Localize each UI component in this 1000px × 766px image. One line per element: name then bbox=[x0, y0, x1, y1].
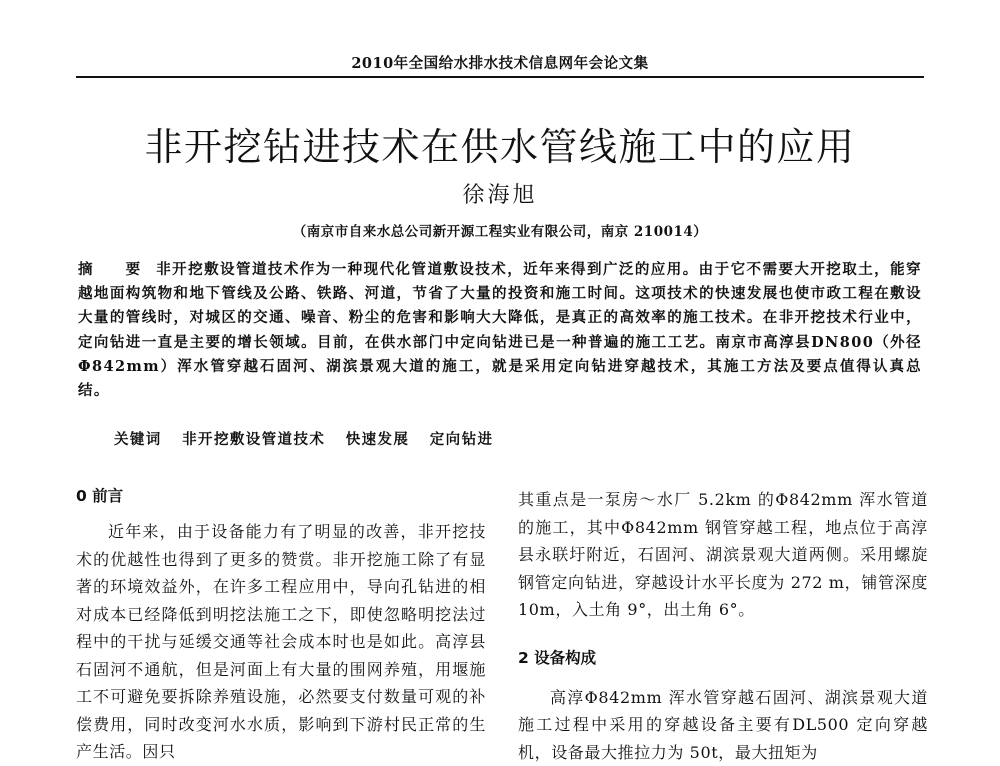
equipment-paragraph: 高淳Φ842mm 浑水管穿越石固河、湖滨景观大道施工过程中采用的穿越设备主要有DL500 定向穿越机，设备最大推拉力为 50t，最大扭矩为 bbox=[518, 684, 928, 766]
affiliation: （南京市自来水总公司新开源工程实业有限公司，南京 210014） bbox=[140, 220, 860, 240]
preface-paragraph: 近年来，由于设备能力有了明显的改善，非开挖技术的优越性也得到了更多的赞赏。非开挖施工除了有显著的环境效益外，在许多工程应用中，导向孔钻进的相对成本已经降低到明挖法施工之下，即使忽略明挖法过程中的干扰与延缓交通等社会成本时也是如此。高淳县石固河不通航，但是河面上有大量的围网养殖，用堰施工不可避免要拆除养殖设施，必然要支付数量可观的补偿费用，同时改变河水水质，影响到下游村民正常的生产生活。因只 bbox=[76, 518, 486, 766]
abstract bbox=[78, 258, 922, 403]
paper-title: 非开挖钻进技术在供水管线施工中的应用 bbox=[76, 116, 924, 171]
keyword: 非开挖敷设管道技术 bbox=[182, 431, 325, 448]
keywords-label: 关键词 bbox=[114, 431, 162, 448]
keyword: 快速发展 bbox=[346, 431, 410, 448]
author: 徐海旭 bbox=[76, 178, 924, 209]
continued-paragraph: 其重点是一泵房～水厂 5.2km 的Φ842mm 浑水管道的施工，其中Φ842mm 钢管穿越工程，地点位于高淳县永联圩附近，石固河、湖滨景观大道两侧。采用螺旋钢管定向钻进，穿越设计水平长度为 272 m，铺管深度 10m，入土角 9°，出土角 6°。 bbox=[518, 486, 928, 624]
left-column bbox=[76, 484, 486, 766]
abstract-text: 非开挖敷设管道技术作为一种现代化管道敷设技术，近年来得到广泛的应用。由于它不需要大开挖取土，能穿越地面构筑物和地下管线及公路、铁路、河道，节省了大量的投资和施工时间。这项技术的快速发展也使市政工程在敷设大量的管线时，对城区的交通、噪音、粉尘的危害和影响大大降低，是真正的高效率的施工技术。在非开挖技术行业中，定向钻进一直是主要的增长领域。目前，在供水部门中定向钻进已是一种普遍的施工工艺。南京市高淳县DN800（外径Φ842mm）浑水管穿越石固河、湖滨景观大道的施工，就是采用定向钻进穿越技术，其施工方法及要点值得认真总结。 bbox=[78, 261, 922, 399]
header-rule bbox=[76, 76, 924, 78]
right-column bbox=[518, 486, 928, 766]
keywords bbox=[114, 428, 914, 449]
section-heading-equipment: 2 设备构成 bbox=[518, 646, 928, 668]
keyword: 定向钻进 bbox=[430, 431, 494, 448]
running-header: 2010年全国给水排水技术信息网年会论文集 bbox=[76, 52, 924, 73]
section-heading-preface: 0 前言 bbox=[76, 484, 486, 506]
abstract-label: 摘 要 bbox=[78, 261, 154, 278]
